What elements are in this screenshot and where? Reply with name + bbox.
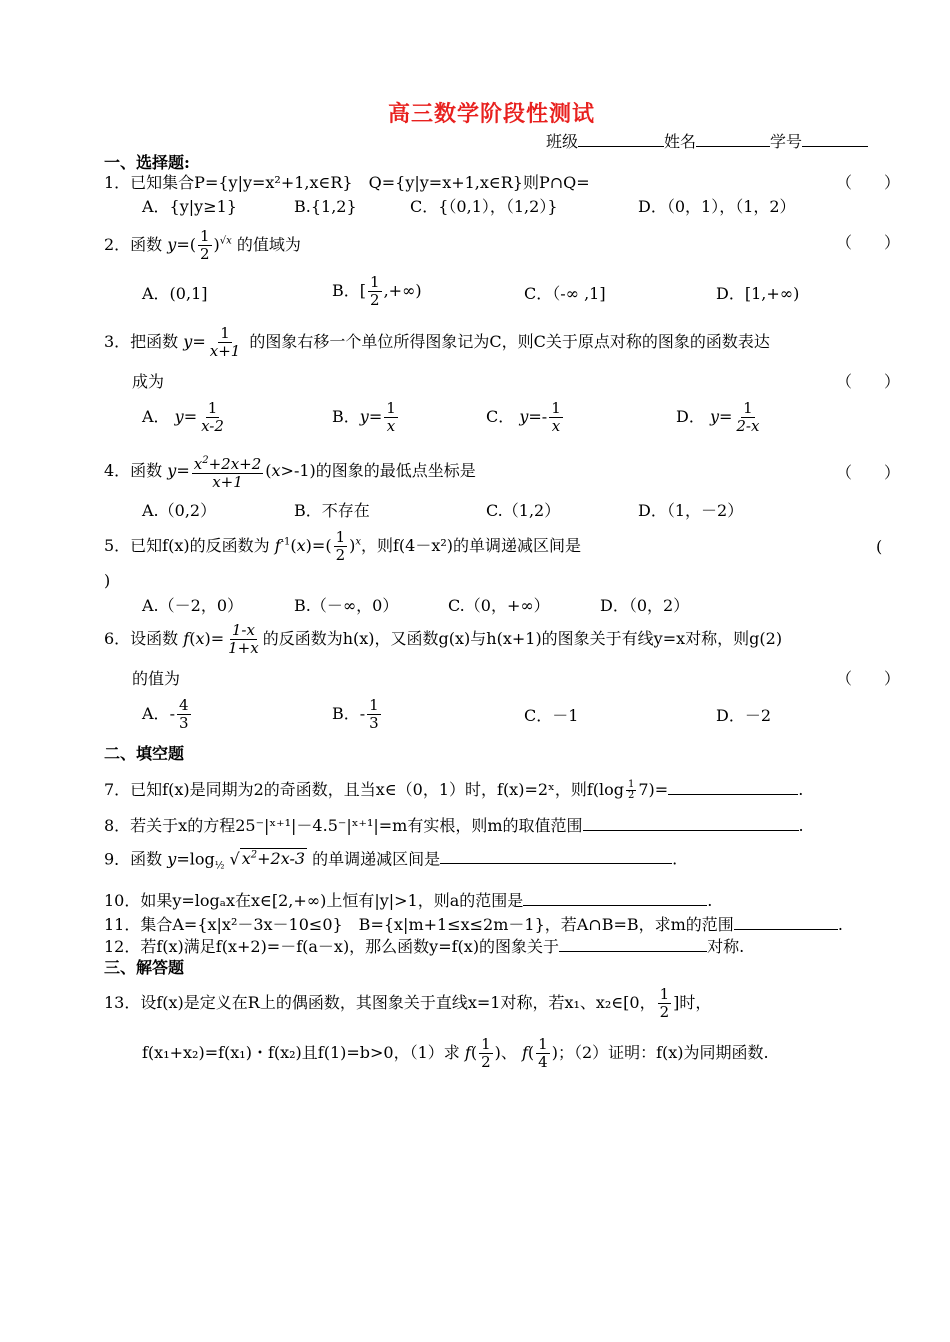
q6-stem-line2: 的值为	[132, 669, 181, 688]
q3-option-b[interactable]: B．y= $\frac{1}{x}$	[332, 399, 396, 435]
q10-stem: 10．如果y=logₐx在x∈[2,+∞)上恒有|y|>1，则a的范围是 .	[104, 891, 713, 910]
section-solve: 三、解答题	[104, 958, 185, 977]
q13-line2: f(x₁+x₂)=f(x₁)・f(x₂)且f(1)=b>0，（1）求 f( $\frac{1}{2}$ )、 f( $\frac{1}{4}$ )；（2）证明：f(x)为同期函数.	[142, 1035, 769, 1071]
q2-option-d[interactable]: D．[1,+∞)	[716, 284, 800, 303]
q1-stem: 1．已知集合P={y|y=x²+1,x∈R} Q={y|y=x+1,x∈R}则P∩Q=	[104, 173, 590, 192]
q2-option-a[interactable]: A．(0,1]	[142, 284, 208, 303]
id-blank[interactable]	[802, 130, 868, 147]
q3-answer-paren[interactable]: （ ）	[836, 372, 901, 391]
q7-blank[interactable]	[668, 778, 798, 795]
q6-option-d[interactable]: D．－2	[716, 706, 772, 725]
q2-option-b[interactable]: B．[ $\frac{1}{2}$ ,+∞)	[332, 273, 422, 309]
q2-option-c[interactable]: C．（-∞ ,1]	[524, 284, 606, 303]
q11-stem: 11．集合A={x|x²－3x－10≤0} B={x|m+1≤x≤2m－1}，若A∩B=B，求m的范围 .	[104, 915, 843, 934]
q3-option-c[interactable]: C． y=- $\frac{1}{x}$	[486, 399, 561, 435]
q4-answer-paren[interactable]: （ ）	[836, 463, 901, 482]
q7-stem: 7．已知f(x)是同期为2的奇函数，且当x∈（0，1）时，f(x)=2ˣ，则f(log $\frac{1}{2}$ 7)= .	[104, 779, 804, 801]
q5-option-c[interactable]: C.（0，+∞）	[448, 596, 550, 615]
class-label: 班级	[546, 132, 579, 151]
q3-stem: 3．把函数 y= $\frac{1}{x+1}$ 的图象右移一个单位所得图象记为C，则C关于原点对称的图象的函数表达	[104, 324, 770, 360]
q3-stem-line2: 成为	[132, 372, 165, 391]
q5-paren-close: )	[104, 571, 111, 590]
q9-blank[interactable]	[440, 847, 672, 864]
q2-answer-paren[interactable]: （ ）	[836, 233, 901, 252]
section-fill: 二、填空题	[104, 744, 185, 763]
q9-stem: 9．函数 $y=\log_{\frac{1}{2}}$ √ $x^2+2x-3$ 的单调递减区间是 .	[104, 849, 678, 872]
q5-option-a[interactable]: A.（－2，0）	[142, 596, 244, 615]
q13-line1: 13．设f(x)是定义在R上的偶函数，其图象关于直线x=1对称，若x₁、x₂∈[0， $\frac{1}{2}$ ]时，	[104, 985, 712, 1021]
q2-fraction: $\frac{1}{2}$	[199, 227, 210, 263]
q6-answer-paren[interactable]: （ ）	[836, 669, 901, 688]
q10-blank[interactable]	[523, 889, 707, 906]
q6-option-c[interactable]: C．－1	[524, 706, 579, 725]
q4-option-a[interactable]: A.（0,2）	[142, 501, 217, 520]
class-blank[interactable]	[578, 130, 664, 147]
q4-option-c[interactable]: C.（1,2）	[486, 501, 561, 520]
q1-answer-paren[interactable]: （ ）	[836, 173, 901, 192]
q11-blank[interactable]	[734, 913, 838, 930]
q4-option-d[interactable]: D．（1，－2）	[638, 501, 744, 520]
name-label: 姓名	[664, 132, 697, 151]
q5-option-d[interactable]: D．（0，2）	[600, 596, 690, 615]
q6-stem: 6．设函数 f(x)= $\frac{1-x}{1+x}$ 的反函数为h(x)，又函数g(x)与h(x+1)的图象关于有线y=x对称，则g(2)	[104, 621, 783, 657]
q1-option-d[interactable]: D．（0，1），（1，2）	[638, 197, 796, 216]
q1-option-b[interactable]: B.{1,2}	[294, 197, 357, 216]
q5-stem: 5．已知f(x)的反函数为 $f^{-1}(x)=$( $\frac{1}{2}$ )$^x$，则f(4－x²)的单调递减区间是	[104, 528, 582, 564]
q1-option-c[interactable]: C．{（0,1），（1,2）}	[410, 197, 558, 216]
q12-stem: 12．若f(x)满足f(x+2)=－f(a－x)，那么函数y=f(x)的图象关于 对称.	[104, 937, 745, 956]
q12-blank[interactable]	[559, 935, 707, 952]
id-label: 学号	[770, 132, 803, 151]
q3-option-d[interactable]: D． y= $\frac{1}{2-x}$	[676, 399, 760, 435]
header-info	[546, 130, 868, 152]
q5-paren-open: (	[876, 537, 883, 556]
q4-stem: 4．函数 y= $\frac{x^2+2x+2}{x+1}$ (x>-1)的图象的最低点坐标是	[104, 452, 476, 491]
section-choice: 一、选择题:	[104, 153, 190, 172]
q5-option-b[interactable]: B.（－∞，0）	[294, 596, 399, 615]
q1-option-a[interactable]: A．{y|y≥1}	[142, 197, 237, 216]
name-blank[interactable]	[696, 130, 770, 147]
q6-option-a[interactable]: A．- $\frac{4}{3}$	[142, 696, 189, 732]
q8-blank[interactable]	[583, 814, 799, 831]
q4-option-b[interactable]: B．不存在	[294, 501, 370, 520]
q3-option-a[interactable]: A． y= $\frac{1}{x-2}$	[142, 399, 224, 435]
q2-stem: 2．函数 y=( $\frac{1}{2}$ )$^{√x}$ 的值域为	[104, 227, 301, 263]
q6-option-b[interactable]: B．- $\frac{1}{3}$	[332, 696, 379, 732]
page-title: 高三数学阶段性测试	[388, 101, 596, 127]
q8-stem: 8．若关于x的方程25⁻|ˣ⁺¹|－4.5⁻|ˣ⁺¹|=m有实根，则m的取值范围 .	[104, 816, 804, 835]
